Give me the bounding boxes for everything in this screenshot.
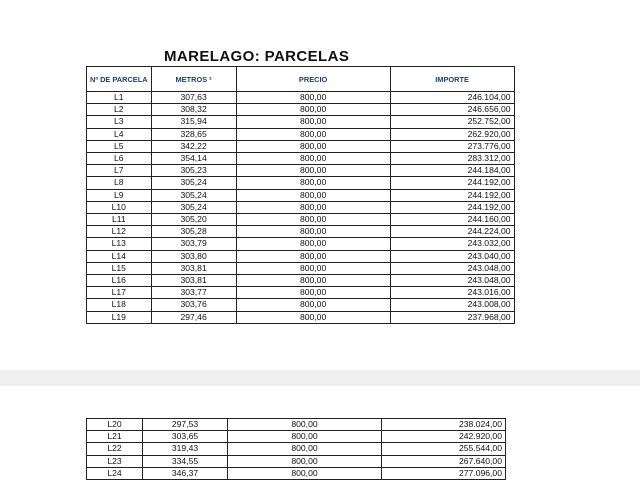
table-row [87,275,515,287]
cell-m2: 303,76 [151,299,236,311]
table-row [87,443,506,455]
cell-price: 800,00 [236,128,390,140]
cell-lot: L5 [87,140,152,152]
cell-m2: 305,20 [151,214,236,226]
cell-lot: L17 [87,287,152,299]
cell-m2: 297,53 [143,419,228,431]
cell-price: 800,00 [236,311,390,323]
table-row [87,419,506,431]
cell-lot: L1 [87,92,152,104]
cell-amount: 277.096,00 [382,467,506,479]
cell-price: 800,00 [236,262,390,274]
cell-m2: 315,94 [151,116,236,128]
table-row [87,431,506,443]
cell-amount: 244.224,00 [390,226,514,238]
cell-amount: 273.776,00 [390,140,514,152]
cell-m2: 346,37 [143,467,228,479]
cell-lot: L19 [87,311,152,323]
table-row [87,128,515,140]
table-row [87,165,515,177]
column-header-amount: IMPORTE [390,67,514,92]
table-row [87,153,515,165]
cell-amount: 243.016,00 [390,287,514,299]
cell-price: 800,00 [236,140,390,152]
cell-amount: 237.968,00 [390,311,514,323]
cell-m2: 305,28 [151,226,236,238]
table-row [87,262,515,274]
cell-price: 800,00 [236,287,390,299]
cell-price: 800,00 [236,238,390,250]
table-row [87,140,515,152]
cell-m2: 305,23 [151,165,236,177]
cell-amount: 244.184,00 [390,165,514,177]
cell-price: 800,00 [236,201,390,213]
page-separator [0,370,640,386]
cell-m2: 305,24 [151,177,236,189]
table-row [87,467,506,479]
cell-price: 800,00 [236,153,390,165]
cell-amount: 252.752,00 [390,116,514,128]
table-row [87,226,515,238]
cell-lot: L4 [87,128,152,140]
cell-lot: L8 [87,177,152,189]
cell-amount: 244.160,00 [390,214,514,226]
table-row [87,299,515,311]
cell-lot: L3 [87,116,152,128]
table-row [87,214,515,226]
cell-amount: 243.048,00 [390,275,514,287]
cell-price: 800,00 [236,250,390,262]
cell-price: 800,00 [236,226,390,238]
cell-price: 800,00 [236,214,390,226]
cell-price: 800,00 [228,431,382,443]
cell-m2: 303,79 [151,238,236,250]
table-row [87,116,515,128]
cell-amount: 238.024,00 [382,419,506,431]
cell-lot: L14 [87,250,152,262]
cell-lot: L12 [87,226,152,238]
cell-m2: 303,77 [151,287,236,299]
table-row [87,92,515,104]
cell-price: 800,00 [236,275,390,287]
cell-price: 800,00 [236,177,390,189]
parcels-table-continued [86,418,506,480]
cell-amount: 243.008,00 [390,299,514,311]
cell-m2: 303,81 [151,275,236,287]
cell-amount: 262.920,00 [390,128,514,140]
cell-amount: 255.544,00 [382,443,506,455]
cell-amount: 243.040,00 [390,250,514,262]
column-header-price: PRECIO [236,67,390,92]
cell-lot: L22 [87,443,143,455]
cell-m2: 334,55 [143,455,228,467]
table-row [87,104,515,116]
cell-price: 800,00 [228,443,382,455]
cell-lot: L24 [87,467,143,479]
cell-amount: 283.312,00 [390,153,514,165]
table-row [87,311,515,323]
cell-price: 800,00 [236,92,390,104]
table-row [87,189,515,201]
cell-lot: L13 [87,238,152,250]
cell-amount: 243.048,00 [390,262,514,274]
cell-lot: L6 [87,153,152,165]
cell-lot: L16 [87,275,152,287]
cell-m2: 342,22 [151,140,236,152]
cell-amount: 244.192,00 [390,189,514,201]
cell-price: 800,00 [236,104,390,116]
document-title: MARELAGO: PARCELAS [164,48,350,65]
table-row [87,250,515,262]
cell-lot: L21 [87,431,143,443]
table-row [87,238,515,250]
cell-m2: 305,24 [151,189,236,201]
cell-lot: L10 [87,201,152,213]
cell-price: 800,00 [228,419,382,431]
cell-lot: L15 [87,262,152,274]
cell-m2: 303,81 [151,262,236,274]
cell-amount: 244.192,00 [390,177,514,189]
cell-amount: 243.032,00 [390,238,514,250]
cell-lot: L2 [87,104,152,116]
cell-lot: L18 [87,299,152,311]
cell-m2: 303,80 [151,250,236,262]
cell-price: 800,00 [236,116,390,128]
cell-price: 800,00 [236,189,390,201]
cell-lot: L9 [87,189,152,201]
cell-amount: 242.920,00 [382,431,506,443]
cell-m2: 354,14 [151,153,236,165]
column-header-lot: Nº DE PARCELA [87,67,152,92]
table-row [87,177,515,189]
cell-m2: 328,65 [151,128,236,140]
cell-lot: L20 [87,419,143,431]
cell-m2: 303,65 [143,431,228,443]
cell-price: 800,00 [236,299,390,311]
cell-m2: 307,63 [151,92,236,104]
cell-price: 800,00 [228,455,382,467]
cell-amount: 267.640,00 [382,455,506,467]
cell-amount: 246.104,00 [390,92,514,104]
cell-m2: 308,32 [151,104,236,116]
cell-lot: L11 [87,214,152,226]
table-row [87,455,506,467]
cell-m2: 297,46 [151,311,236,323]
cell-amount: 246.656,00 [390,104,514,116]
column-header-m2: METROS ² [151,67,236,92]
cell-price: 800,00 [236,165,390,177]
table-row [87,287,515,299]
cell-m2: 319,43 [143,443,228,455]
table-header-row [87,67,515,92]
cell-amount: 244.192,00 [390,201,514,213]
cell-m2: 305,24 [151,201,236,213]
cell-lot: L23 [87,455,143,467]
table-row [87,201,515,213]
cell-lot: L7 [87,165,152,177]
cell-price: 800,00 [228,467,382,479]
parcels-table [86,66,515,324]
